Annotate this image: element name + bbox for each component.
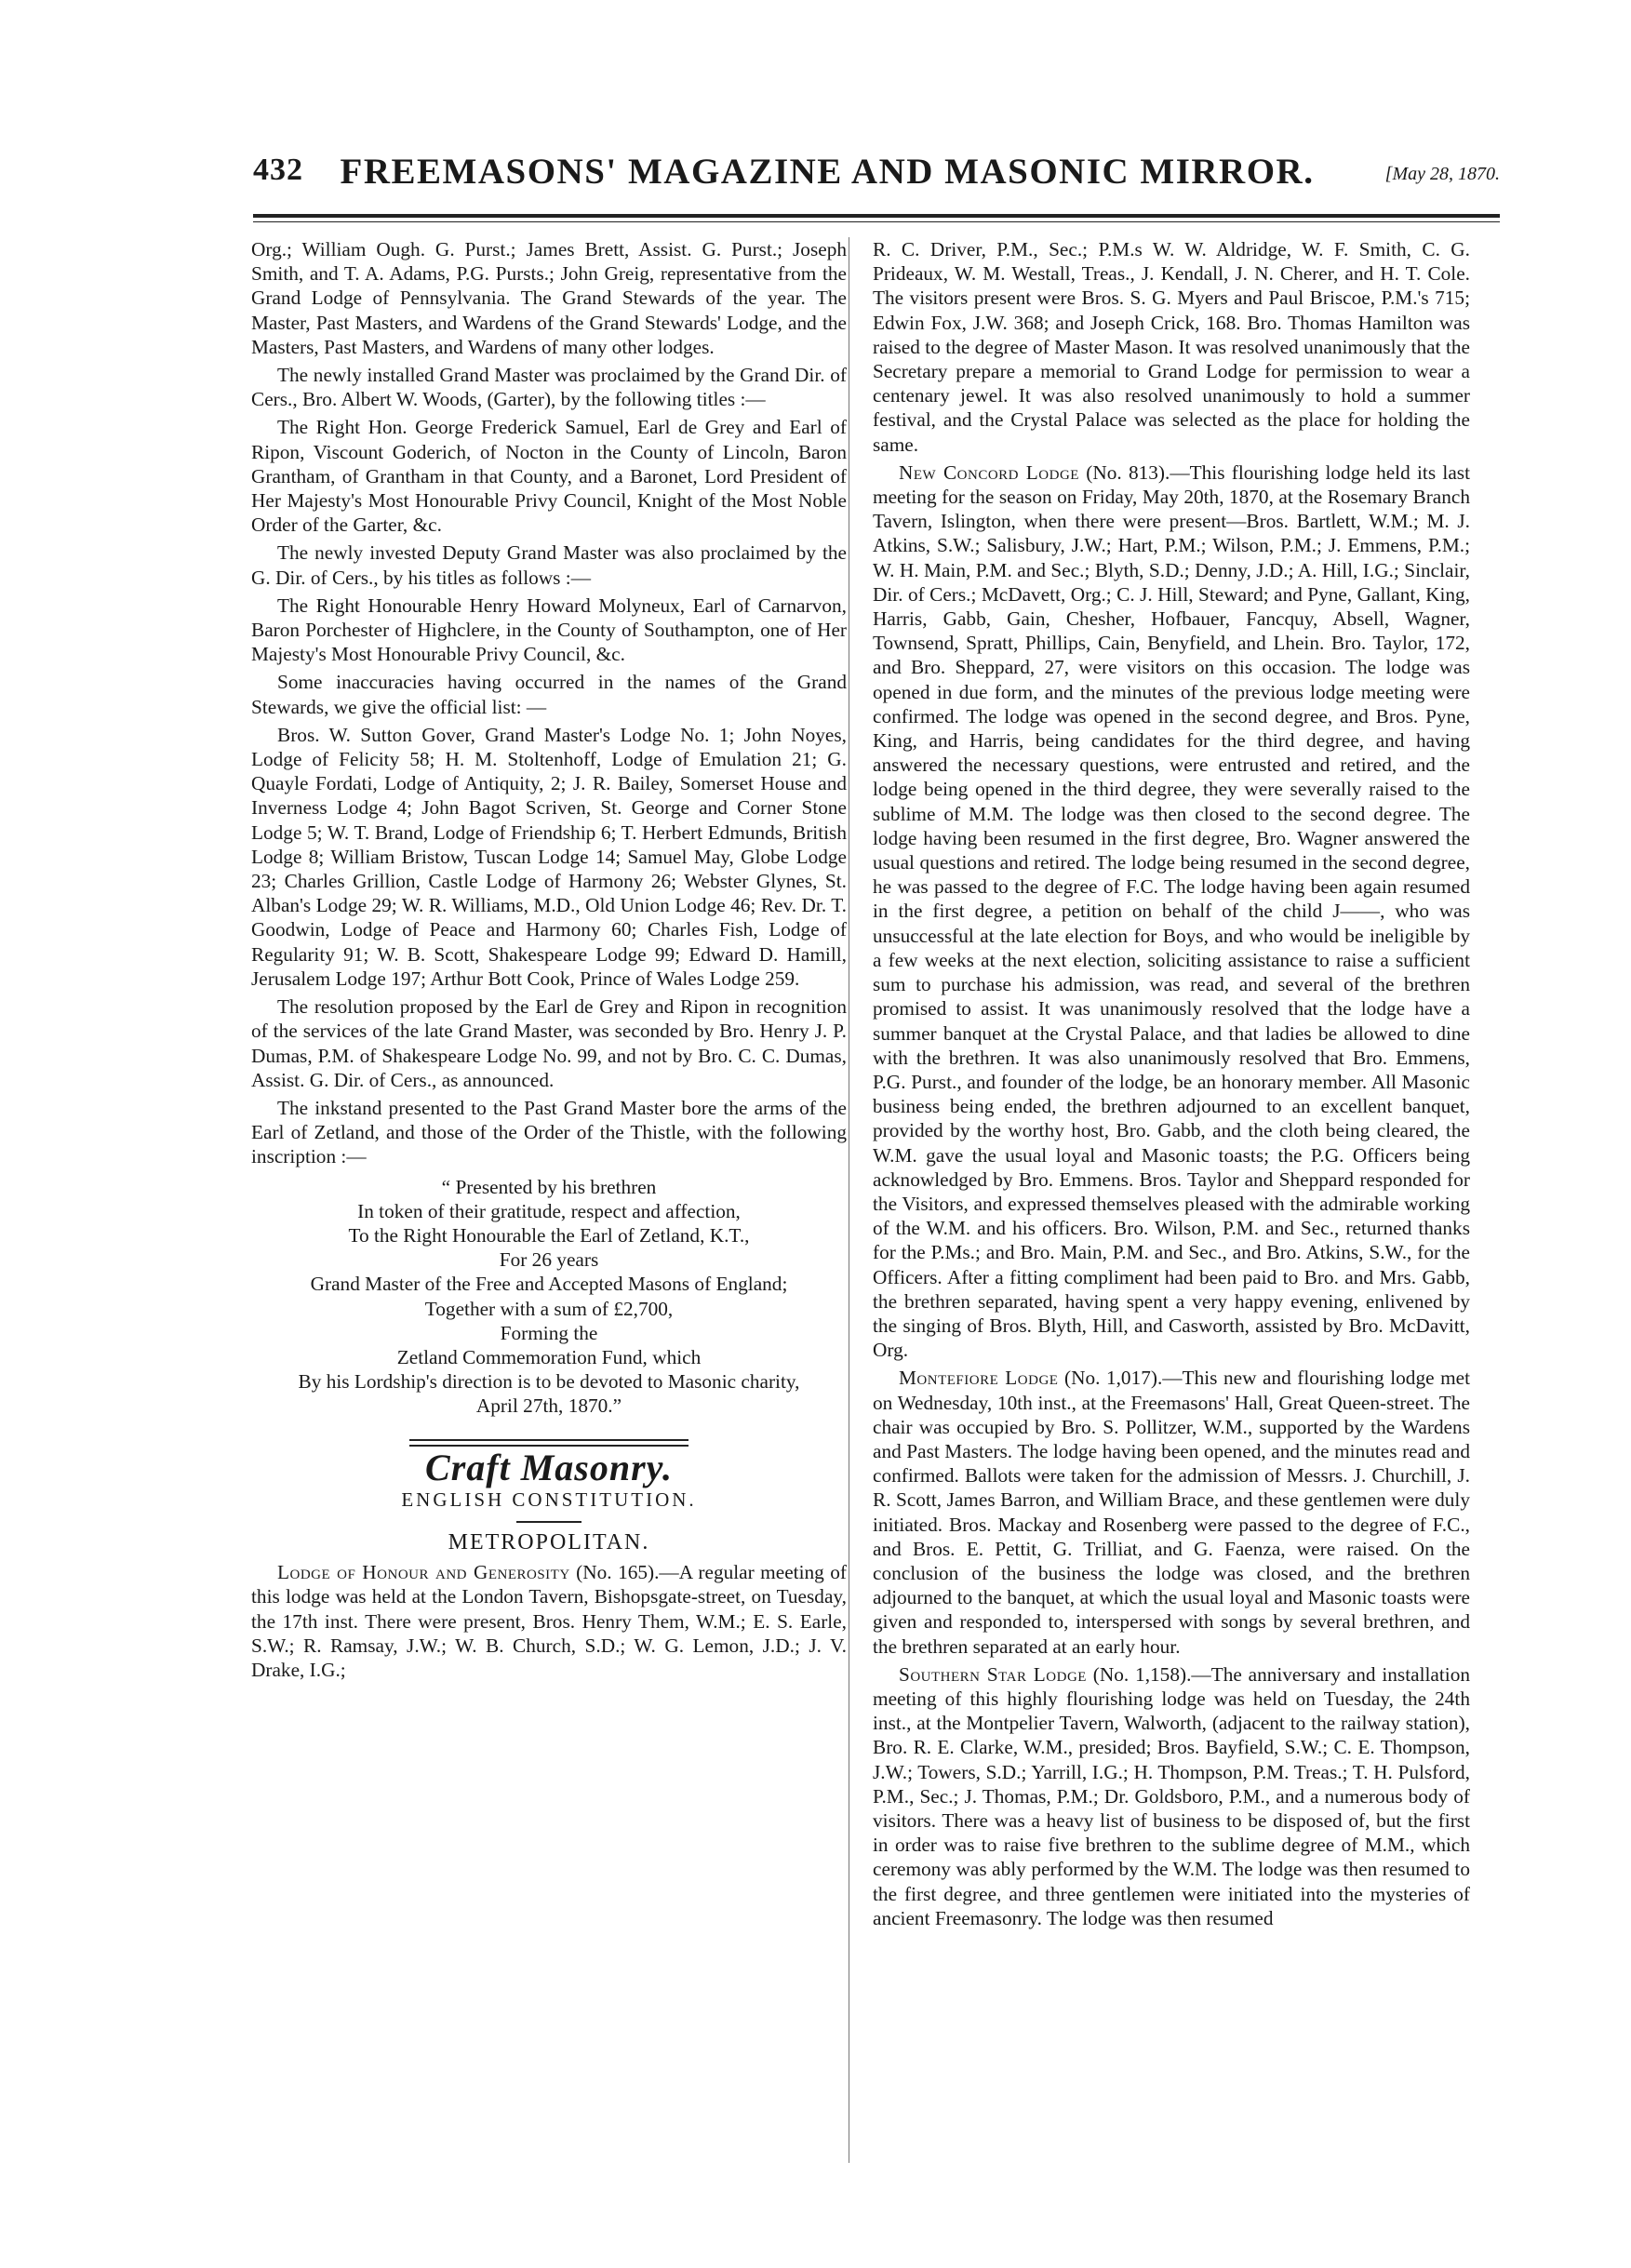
inscription-line: To the Right Honourable the Earl of Zetland, K.T., <box>348 1223 750 1247</box>
page-number: 432 <box>253 153 303 187</box>
left-paragraph-10 <box>251 1560 847 1682</box>
masthead <box>253 151 1500 197</box>
header-rule-thick <box>253 214 1500 218</box>
lodge-name: New Concord Lodge <box>899 460 1079 484</box>
left-column <box>251 237 847 1686</box>
left-paragraph-3: The Right Hon. George Frederick Samuel, Earl de Grey and Earl of Ripon, Viscount Goderich, of Nocton in the County of Lincoln, Baron Grantham, of Grantham in that County, and a Baronet, Lord President of Her Majesty's Most Honourable Privy Council, Knight of the Most Noble Order of the Garter, &c. <box>251 416 847 537</box>
right-paragraph-1: R. C. Driver, P.M., Sec.; P.M.s W. W. Aldridge, W. F. Smith, C. G. Prideaux, W. M. Westall, Treas., J. Kendall, J. N. Cherer, and H. T. Cole. The visitors present were Bros. S. G. Myers and Paul Briscoe, P.M.'s 715; Edwin Fox, J.W. 368; and Joseph Crick, 168. Bro. Thomas Hamilton was raised to the degree of Master Mason. It was resolved unanimously that the Secretary prepare a memorial to Grand Lodge for permission to wear a centenary jewel. It was also resolved unanimously to hold a summer festival, and the Crystal Palace was selected as the place for holding the same. <box>873 238 1470 456</box>
inscription-line: Grand Master of the Free and Accepted Masons of England; <box>310 1273 788 1296</box>
short-rule <box>516 1521 582 1523</box>
left-paragraph-8: The resolution proposed by the Earl de Grey and Ripon in recognition of the services of the late Grand Master, was seconded by Bro. Henry J. P. Dumas, P.M. of Shakespeare Lodge No. 99, and not by Bro. C. C. Dumas, Assist. G. Dir. of Cers., as announced. <box>251 995 847 1091</box>
inscription-line: By his Lordship's direction is to be devoted to Masonic charity, <box>298 1370 800 1394</box>
inscription-line: Together with a sum of £2,700, <box>424 1297 674 1320</box>
left-paragraph-2: The newly installed Grand Master was proclaimed by the Grand Dir. of Cers., Bro. Albert W. Woods, (Garter), by the following titles :— <box>251 364 847 411</box>
right-column <box>873 237 1470 1934</box>
header-rule-thin <box>253 221 1500 222</box>
left-paragraph-7: Bros. W. Sutton Gover, Grand Master's Lodge No. 1; John Noyes, Lodge of Felicity 58; H. M. Stoltenhoff, Lodge of Emulation 21; G. Quayle Fordati, Lodge of Antiquity, 2; J. R. Bailey, Somerset House and Inverness Lodge 4; John Bagot Scriven, St. George and Corner Stone Lodge 5; W. T. Brand, Lodge of Friendship 6; T. Herbert Edmunds, British Lodge 8; William Bristow, Tuscan Lodge 14; Samuel May, Globe Lodge 23; Charles Grillion, Castle Lodge of Harmony 26; Webster Glynes, St. Alban's Lodge 29; W. R. Williams, M.D., Old Union Lodge 46; Rev. Dr. T. Goodwin, Lodge of Peace and Harmony 60; Charles Fish, Lodge of Regularity 91; W. B. Scott, Shakespeare Lodge 99; Edward D. Hamill, Jerusalem Lodge 197; Arthur Bott Cook, Prince of Wales Lodge 259. <box>251 723 847 990</box>
section-separator <box>409 1439 688 1447</box>
right-paragraph-4 <box>873 1662 1470 1930</box>
lodge-name: Southern Star Lodge <box>899 1662 1087 1686</box>
issue-date: [May 28, 1870. <box>1384 164 1500 184</box>
lodge-report-text: (No. 813).—This flourishing lodge held its last meeting for the season on Friday, May 20th, 1870, at the Rosemary Branch Tavern, Islington, when there were present—Bros. Bartlett, W.M.; M. J. Atkins, S.W.; Salisbury, J.W.; Hart, P.M.; Wilson, P.M.; J. Emmens, P.M.; W. H. Main, P.M. and Sec.; Blyth, S.D.; Denny, J.D.; A. Hill, I.G.; Sinclair, Dir. of Cers.; McDavett, Org.; C. J. Hill, Steward; and Pyne, Gallant, King, Harris, Gabb, Gain, Chesher, Hofbauer, Fancquy, Absell, Wagner, Townsend, Spratt, Phillips, Cain, Benyfield, and Lhein. Bro. Taylor, 172, and Bro. Sheppard, 27, were visitors on this occasion. The lodge was opened in due form, and the minutes of the previous lodge meeting were confirmed. The lodge was opened in the second degree, and Bros. Pyne, King, and Harris, being candidates for the third degree, and having answered the necessary questions, were entrusted and retired, and the lodge being opened in the third degree, they were severally raised to the sublime of M.M. The lodge was then closed to the second degree. The lodge having been resumed in the first degree, Bro. Wagner answered the usual questions and retired. The lodge being resumed in the second degree, he was passed to the degree of F.C. The lodge having been again resumed in the first degree, a petition on behalf of the child J——, who was unsuccessful at the late election for Boys, and who would be ineligible by a few weeks at the next election, soliciting assistance to raise a sufficient sum to purchase his admission, was read, and several of the brethren promised to assist. It was unanimously resolved that the lodge have a summer banquet at the Crystal Palace, and that ladies be allowed to dine with the brethren. It was also unanimously resolved that Bro. Emmens, P.G. Purst., and founder of the lodge, be an honorary member. All Masonic business being ended, the brethren adjourned to an excellent banquet, provided by the worthy host, Bro. Gabb, and the cloth being cleared, the W.M. gave the usual loyal and Masonic toasts; the P.G. Officers being acknowledged by Bro. Emmens. Bros. Taylor and Sheppard responded for the Visitors, and expressed themselves pleased with the admirable working of the W.M. and his officers. Bro. Wilson, P.M. and Sec., returned thanks for the P.Ms.; and Bro. Main, P.M. and Sec., and Bro. Atkins, S.W., for the Officers. After a fitting compliment had been paid to Bro. and Mrs. Gabb, the brethren separated, having spent a very happy evening, enlivened by the singing of Bros. Blyth, Hill, and Casworth, assisted by Bro. McDavitt, Org. <box>873 460 1470 1362</box>
left-paragraph-5: The Right Honourable Henry Howard Molyneux, Earl of Carnarvon, Baron Porchester of Highclere, in the County of Southampton, one of Her Majesty's Most Honourable Privy Council, &c. <box>251 594 847 666</box>
section-subtitle: ENGLISH CONSTITUTION. <box>401 1488 697 1511</box>
lodge-report-text: (No. 1,017).—This new and flourishing lodge met on Wednesday, 10th inst., at the Freemasons' Hall, Great Queen-street. The chair was occupied by Bro. S. Pollitzer, W.M., supported by the Wardens and Past Masters. The lodge having been opened, and the minutes read and confirmed. Ballots were taken for the admission of Messrs. J. Churchill, J. R. Scott, James Barron, and William Brace, and these gentlemen were duly initiated. Bros. Mackay and Rosenberg were passed to the degree of F.C., and Bros. E. Pettit, G. Trilliat, and G. Faenza, were raised. On the conclusion of the business the lodge was closed, and the brethren adjourned to the banquet, at which the usual loyal and Masonic toasts were given and responded to, interspersed with songs by several brethren, and the brethren separated at an early hour. <box>873 1367 1471 1658</box>
section-heading: METROPOLITAN. <box>448 1529 650 1554</box>
left-paragraph-9: The inkstand presented to the Past Grand Master bore the arms of the Earl of Zetland, and those of the Order of the Thistle, with the following inscription :— <box>251 1096 847 1168</box>
lodge-report-text: (No. 1,158).—The anniversary and installation meeting of this highly flourishing lodge was held on Tuesday, the 24th inst., at the Montpelier Tavern, Walworth, (adjacent to the railway station), Bro. R. E. Clarke, W.M., presided; Bros. Bayfield, S.W.; C. E. Thompson, J.W.; Towers, S.D.; Yarrill, I.G.; H. Thompson, P.M. Treas.; T. H. Pulsford, P.M., Sec.; J. Thomas, P.M.; Dr. Goldsboro, P.M., and a numerous body of visitors. There was a heavy list of business to be disposed of, but the first in order was to raise five brethren to the sublime degree of M.M., which ceremony was ably performed by the W.M. The lodge was then resumed to the first degree, and three gentlemen were initiated into the mysteries of ancient Freemasonry. The lodge was then resumed <box>873 1662 1470 1929</box>
right-paragraph-3 <box>873 1366 1470 1658</box>
right-paragraph-2 <box>873 460 1470 1363</box>
journal-title: FREEMASONS' MAGAZINE AND MASONIC MIRROR. <box>340 152 1315 192</box>
lodge-report-text: (No. 165).—A regular meeting of this lodge was held at the London Tavern, Bishopsgate-street, on Tuesday, the 17th inst. There were present, Bros. Henry Them, W.M.; E. S. Earle, S.W.; R. Ramsay, J.W.; W. B. Church, S.D.; W. G. Lemon, J.D.; J. V. Drake, I.G.; <box>251 1561 848 1681</box>
left-paragraph-4: The newly invested Deputy Grand Master was also proclaimed by the G. Dir. of Cers., by his titles as follows :— <box>251 541 847 589</box>
lodge-name: Lodge of Honour and Generosity <box>277 1561 570 1584</box>
section-title: Craft Masonry. <box>425 1446 673 1488</box>
inscription-line: Forming the <box>500 1321 598 1344</box>
inscription-line: For 26 years <box>499 1248 599 1272</box>
left-paragraph-1: Org.; William Ough. G. Purst.; James Brett, Assist. G. Purst.; Joseph Smith, and T. A. Adams, P.G. Pursts.; John Greig, representative from the Grand Lodge of Pennsylvania. The Grand Stewards of the year. The Master, Past Masters, and Wardens of the Grand Stewards' Lodge, and the Masters, Past Masters, and Wardens of many other lodges. <box>251 238 847 358</box>
inscription-line: Zetland Commemoration Fund, which <box>396 1345 702 1368</box>
inscription-line: “ Presented by his brethren <box>441 1175 657 1198</box>
inscription-line: April 27th, 1870.” <box>475 1394 622 1418</box>
inscription-line: In token of their gratitude, respect and affection, <box>357 1199 741 1222</box>
lodge-name: Montefiore Lodge <box>899 1367 1059 1390</box>
inscription-block <box>251 1175 847 1419</box>
left-paragraph-6: Some inaccuracies having occurred in the names of the Grand Stewards, we give the official list: — <box>251 671 847 718</box>
